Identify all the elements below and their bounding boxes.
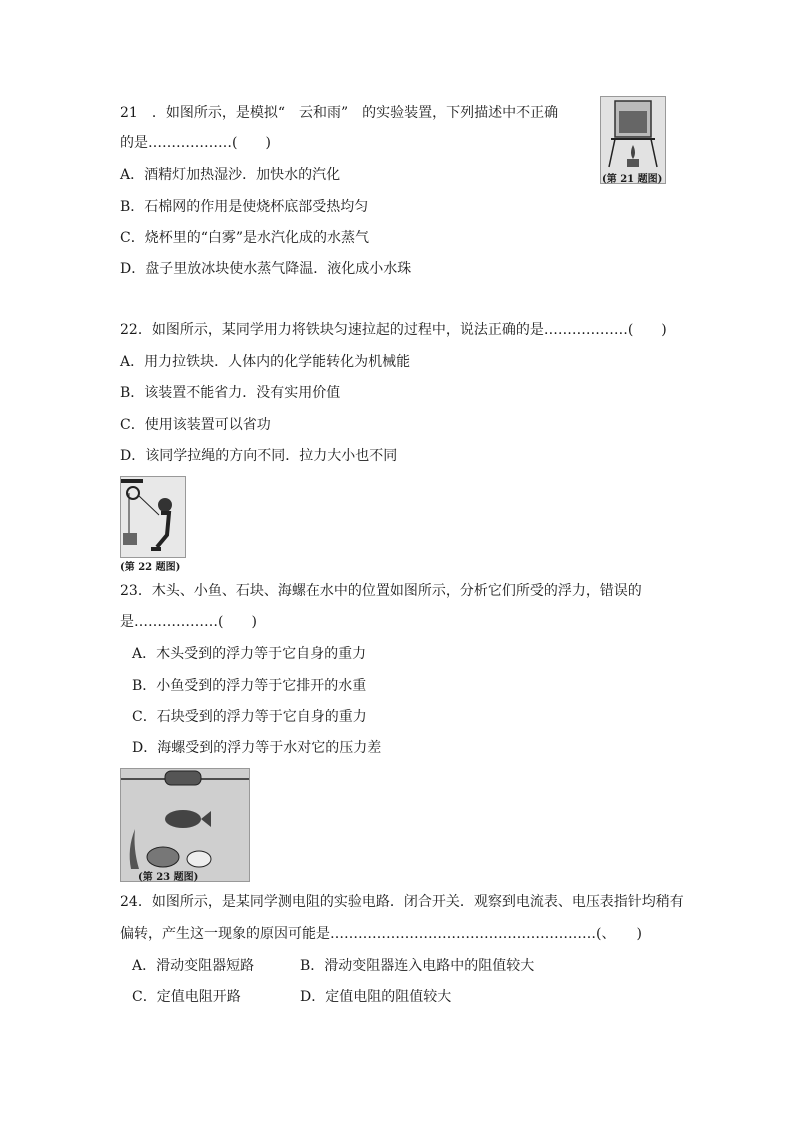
q23-figure bbox=[120, 768, 250, 882]
q21-option-b: B．石棉网的作用是使烧杯底部受热均匀 bbox=[120, 199, 369, 215]
q23-option-b: B．小鱼受到的浮力等于它排开的水重 bbox=[132, 678, 367, 694]
q21-stem-line2: 的是………………( ) bbox=[120, 135, 271, 151]
q24-option-b: B．滑动变阻器连入电路中的阻值较大 bbox=[300, 958, 535, 974]
q23-stem-line1: 23．木头、小鱼、石块、海螺在水中的位置如图所示，分析它们所受的浮力，错误的 bbox=[120, 583, 642, 599]
q22-option-a: A．用力拉铁块．人体内的化学能转化为机械能 bbox=[120, 354, 411, 370]
q22-option-d: D．该同学拉绳的方向不同．拉力大小也不同 bbox=[120, 448, 398, 464]
q21-option-d: D．盘子里放冰块使水蒸气降温．液化成小水珠 bbox=[120, 261, 412, 277]
q23-option-d: D．海螺受到的浮力等于水对它的压力差 bbox=[132, 740, 382, 756]
q24-option-c: C．定值电阻开路 bbox=[132, 989, 241, 1005]
q23-option-c: C．石块受到的浮力等于它自身的重力 bbox=[132, 709, 367, 725]
q21-stem-line1: 21 ．如图所示，是模拟“ 云和雨” 的实验装置，下列描述中不正确 bbox=[120, 105, 559, 121]
q22-stem: 22．如图所示，某同学用力将铁块匀速拉起的过程中，说法正确的是………………( ) bbox=[120, 322, 667, 338]
q23-caption: (第 23 题图) bbox=[138, 872, 199, 883]
q24-option-d: D．定值电阻的阻值较大 bbox=[300, 989, 452, 1005]
q23-option-a: A．木头受到的浮力等于它自身的重力 bbox=[132, 646, 367, 662]
q23-stem-line2: 是………………( ) bbox=[120, 614, 257, 630]
q22-option-b: B．该装置不能省力．没有实用价值 bbox=[120, 385, 341, 401]
q24-stem-line2: 偏转，产生这一现象的原因可能是…………………………………………………(、 ) bbox=[120, 926, 642, 942]
q22-option-c: C．使用该装置可以省功 bbox=[120, 417, 271, 433]
q21-option-c: C．烧杯里的“白雾”是水汽化成的水蒸气 bbox=[120, 230, 370, 246]
q24-stem-line1: 24．如图所示，是某同学测电阻的实验电路．闭合开关．观察到电流表、电压表指针均稍有 bbox=[120, 894, 684, 910]
q24-option-a: A．滑动变阻器短路 bbox=[132, 958, 255, 974]
q21-option-a: A．酒精灯加热湿沙．加快水的汽化 bbox=[120, 167, 341, 183]
q22-figure bbox=[120, 476, 186, 558]
q21-caption: (第 21 题图) bbox=[602, 174, 663, 185]
q22-caption: (第 22 题图) bbox=[120, 562, 181, 573]
